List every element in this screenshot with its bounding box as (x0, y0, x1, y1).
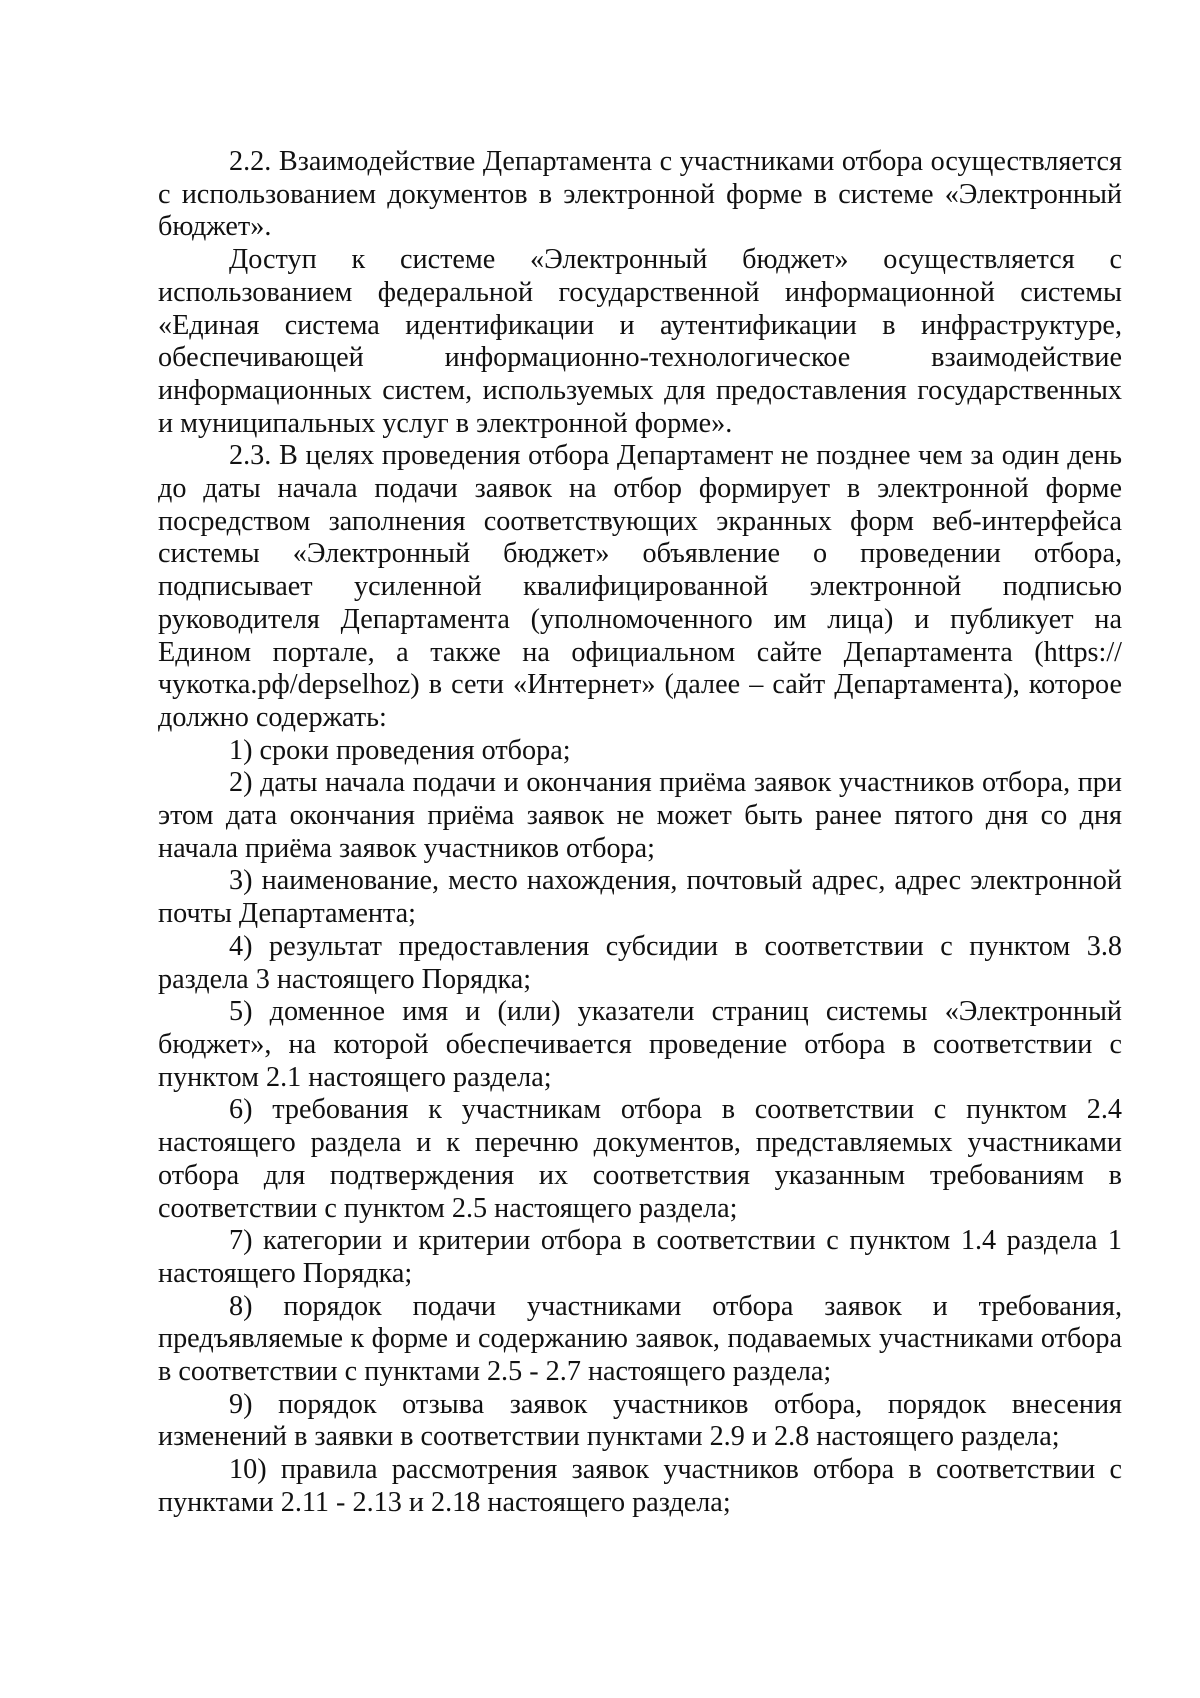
list-item-4: 4) результат предоставления субсидии в соответствии с пунктом 3.8 раздела 3 настоящего Порядка; (158, 930, 1122, 995)
paragraph-2-3: 2.3. В целях проведения отбора Департамент не позднее чем за один день до даты начала подачи заявок на отбор формирует в электронной форме посредством заполнения соответствующих экранных форм веб-интерфейса системы «Электронный бюджет» объявление о проведении отбора, подписывает усиленной квалифицированной электронной подписью руководителя Департамента (уполномоченного им лица) и публикует на Едином портале, а также на официальном сайте Департамента (https://чукотка.рф/depselhoz) в сети «Интернет» (далее – сайт Департамента), которое должно содержать: (158, 440, 1122, 733)
list-item-9: 9) порядок отзыва заявок участников отбора, порядок внесения изменений в заявки в соответствии пунктами 2.9 и 2.8 настоящего раздела; (158, 1388, 1122, 1453)
list-item-7: 7) категории и критерии отбора в соответствии с пунктом 1.4 раздела 1 настоящего Порядка; (158, 1225, 1122, 1289)
paragraph-2-2: 2.2. Взаимодействие Департамента с участниками отбора осуществляется с использованием документов в электронной форме в системе «Электронный бюджет». (158, 146, 1122, 243)
list-item-8: 8) порядок подачи участниками отбора заявок и требования, предъявляемые к форме и содержанию заявок, подаваемых участниками отбора в соответствии с пунктами 2.5 - 2.7 настоящего раздела; (158, 1290, 1122, 1388)
paragraph-access: Доступ к системе «Электронный бюджет» осуществляется с использованием федеральной государственной информационной системы «Единая система идентификации и аутентификации в инфраструктуре, обеспечивающей информационно-технологическое взаимодействие информационных систем, используемых для предоставления государственных и муниципальных услуг в электронной форме». (158, 244, 1122, 439)
list-item-3: 3) наименование, место нахождения, почтовый адрес, адрес электронной почты Департамента; (158, 865, 1122, 930)
list-item-1: 1) сроки проведения отбора; (229, 734, 571, 766)
list-item-2: 2) даты начала подачи и окончания приёма заявок участников отбора, при этом дата окончания приёма заявок не может быть ранее пятого дня со дня начала приёма заявок участников отбора; (158, 767, 1122, 864)
list-item-5: 5) доменное имя и (или) указатели страниц системы «Электронный бюджет», на которой обеспечивается проведение отбора в соответствии с пунктом 2.1 настоящего раздела; (158, 996, 1122, 1093)
document-page (158, 146, 1122, 1520)
list-item-10: 10) правила рассмотрения заявок участников отбора в соответствии с пунктами 2.11 - 2.13 и 2.18 настоящего раздела; (158, 1454, 1122, 1518)
list-item-6: 6) требования к участникам отбора в соответствии с пунктом 2.4 настоящего раздела и к перечню документов, представляемых участниками отбора для подтверждения их соответствия указанным требованиям в соответствии с пунктом 2.5 настоящего раздела; (158, 1094, 1122, 1224)
